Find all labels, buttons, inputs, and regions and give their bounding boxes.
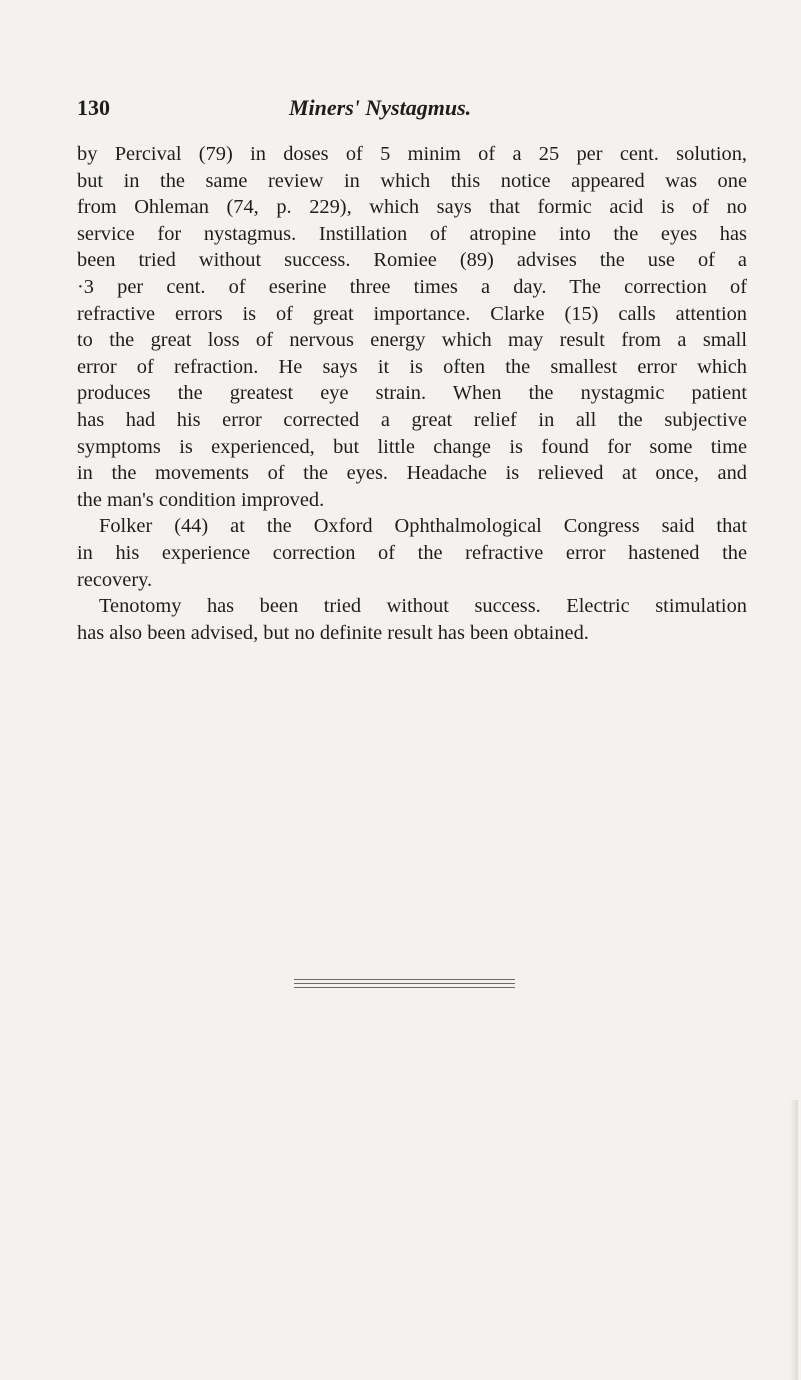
body-text <box>77 141 747 646</box>
text-line: service for nystagmus. Instillation of atropine into the eyes has <box>77 222 747 245</box>
text-line: Folker (44) at the Oxford Ophthalmological Congress said that <box>99 515 747 538</box>
text-line: produces the greatest eye strain. When the nystagmic patient <box>77 382 747 405</box>
text-line: symptoms is experienced, but little change is found for some time <box>77 435 747 458</box>
text-line: by Percival (79) in doses of 5 minim of a 25 per cent. solution, <box>77 143 747 165</box>
end-rule <box>294 983 515 984</box>
text-line: but in the same review in which this notice appeared was one <box>77 169 747 192</box>
page-number: 130 <box>77 95 110 120</box>
text-line: from Ohleman (74, p. 229), which says that formic acid is of no <box>77 196 747 219</box>
end-rule <box>294 987 515 988</box>
text-line: been tried without success. Romiee (89) advises the use of a <box>77 249 747 272</box>
text-line: the man's condition improved. <box>77 488 325 511</box>
running-title: Miners' Nystagmus. <box>289 95 472 120</box>
end-rule <box>294 979 515 980</box>
text-line: has had his error corrected a great relief in all the subjective <box>77 408 747 431</box>
text-line: ·3 per cent. of eserine three times a day. The correction of <box>77 275 747 298</box>
text-line: error of refraction. He says it is often the smallest error which <box>77 355 747 378</box>
text-line: refractive errors is of great importance. Clarke (15) calls attention <box>77 302 747 325</box>
running-head <box>77 93 747 123</box>
text-line: Tenotomy has been tried without success. Electric stimulation <box>99 595 747 618</box>
page-edge-shadow <box>790 1100 798 1380</box>
text-line: to the great loss of nervous energy which may result from a small <box>77 329 747 352</box>
text-line: has also been advised, but no definite result has been obtained. <box>77 621 589 644</box>
text-line: in the movements of the eyes. Headache is relieved at once, and <box>77 462 747 485</box>
text-line: recovery. <box>77 568 153 591</box>
text-line: in his experience correction of the refractive error hastened the <box>77 541 747 564</box>
